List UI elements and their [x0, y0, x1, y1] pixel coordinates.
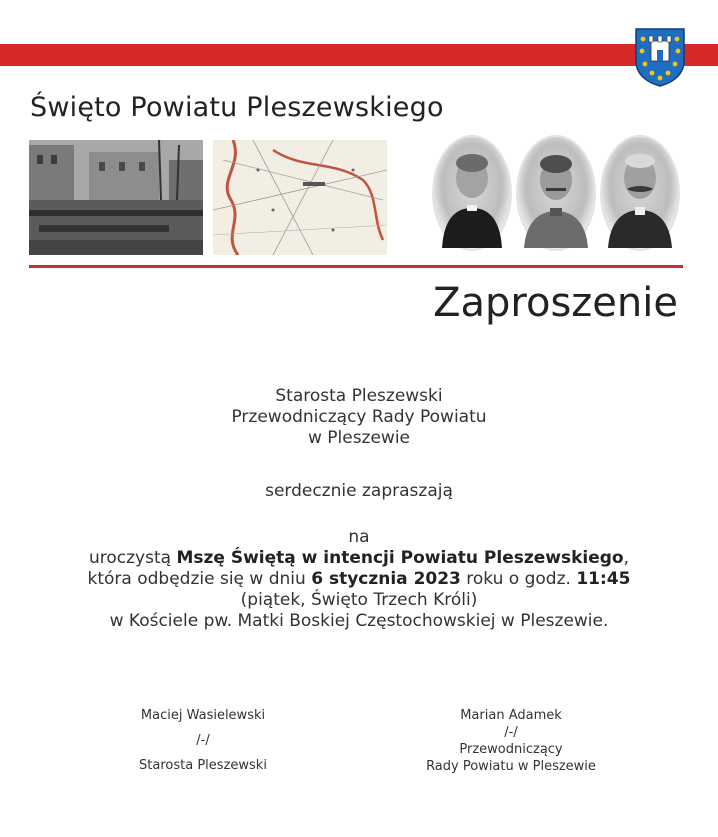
host-line: w Pleszewie	[307, 428, 411, 448]
body-line-weekday: (piątek, Święto Trzech Króli)	[240, 590, 478, 610]
pleszew-coat-of-arms-icon	[634, 27, 686, 87]
portrait-priest	[433, 136, 511, 250]
event-date: 6 stycznia 2023	[311, 569, 461, 589]
body-line-location: w Kościele pw. Matki Boskiej Częstochowskiej w Pleszewie.	[109, 611, 609, 631]
invite-line: serdecznie zapraszają	[265, 481, 453, 501]
signatory-name: Maciej Wasielewski	[140, 708, 266, 723]
portrait-officer	[517, 136, 595, 250]
signatory-role: Rady Powiatu w Pleszewie	[426, 759, 596, 774]
body-line-date: która odbędzie się w dniu 6 stycznia 2023 roku o godz. 11:45	[87, 569, 631, 589]
historic-portraits	[430, 133, 682, 253]
portrait-mustached-man	[601, 136, 679, 250]
host-line: Starosta Pleszewski	[275, 386, 443, 406]
event-time: 11:45	[576, 569, 631, 589]
event-details	[0, 527, 718, 632]
host-line: Przewodniczący Rady Powiatu	[231, 407, 487, 427]
body-line-mass: uroczystą Mszę Świętą w intencji Powiatu Pleszewskiego,	[88, 548, 630, 568]
signatory-role: Starosta Pleszewski	[139, 758, 267, 773]
invitation-headline: Zaproszenie	[433, 280, 678, 326]
signature-mark: /-/	[196, 733, 210, 748]
mass-title: Mszę Świętą w intencji Powiatu Pleszewskiego	[176, 548, 624, 568]
historic-parade-photo	[29, 140, 203, 255]
historic-map-image	[213, 140, 387, 255]
signature-right	[411, 707, 611, 775]
signature-left	[103, 707, 303, 774]
hosts-block	[0, 386, 718, 449]
signatory-role: Przewodniczący	[459, 742, 563, 757]
signature-mark: /-/	[504, 725, 518, 740]
page-title: Święto Powiatu Pleszewskiego	[30, 92, 444, 123]
signatory-name: Marian Adamek	[460, 708, 562, 723]
section-divider	[29, 265, 683, 268]
top-red-bar	[0, 44, 718, 66]
body-na: na	[348, 527, 370, 547]
